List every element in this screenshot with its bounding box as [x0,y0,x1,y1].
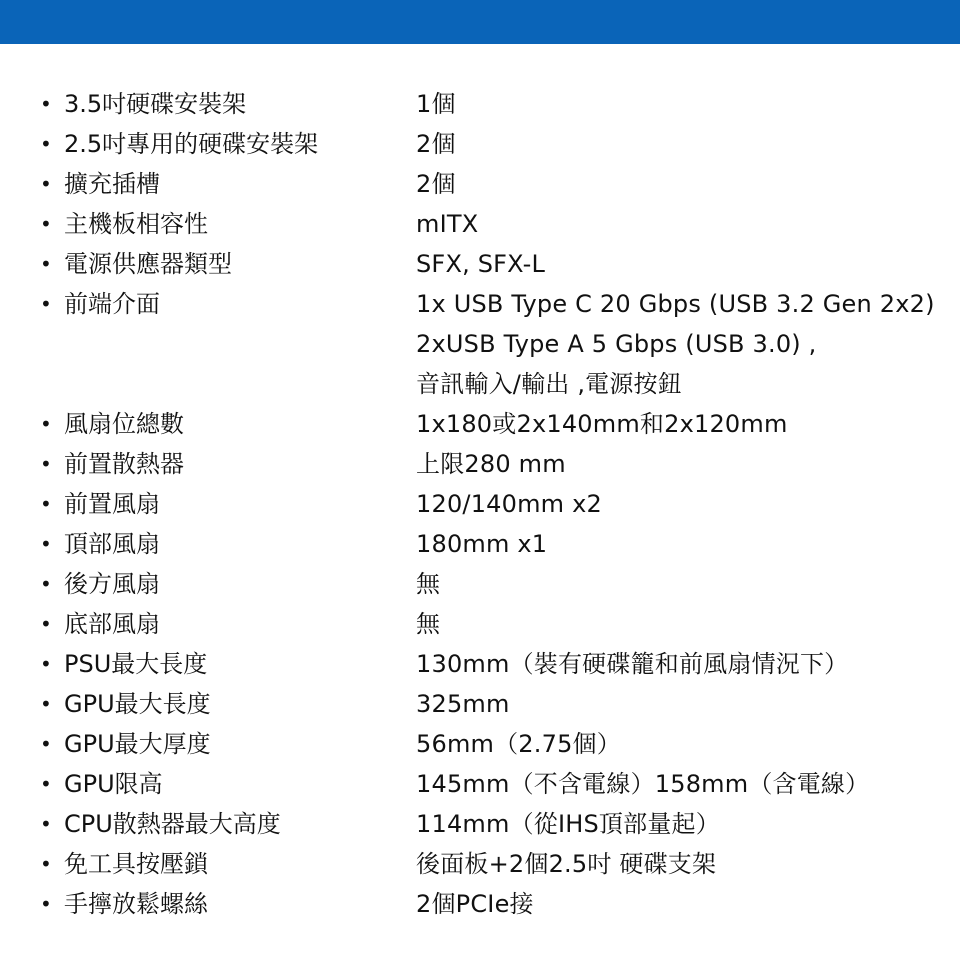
bullet-icon: • [40,892,52,916]
spec-row [40,204,950,244]
bullet-icon: • [40,732,52,756]
spec-value: 120/140mm x2 [416,490,602,518]
spec-row [40,244,950,284]
spec-label: 前端介面 [64,290,160,318]
bullet-icon: • [40,252,52,276]
spec-key [40,244,416,284]
spec-key [40,724,416,764]
spec-row [40,564,950,604]
spec-value: 無 [416,610,441,638]
bullet-icon: • [40,772,52,796]
spec-values [416,284,950,404]
spec-row [40,804,950,844]
spec-key [40,284,416,324]
spec-label: GPU最大厚度 [64,730,211,758]
spec-value: 2xUSB Type A 5 Gbps (USB 3.0) , [416,330,817,358]
spec-values [416,404,950,444]
spec-row [40,164,950,204]
spec-values [416,444,950,484]
spec-value: 1x180或2x140mm和2x120mm [416,410,788,438]
spec-key [40,484,416,524]
spec-row [40,444,950,484]
spec-value: mITX [416,210,479,238]
spec-label: 風扇位總數 [64,410,184,438]
bullet-icon: • [40,812,52,836]
spec-value: 325mm [416,690,510,718]
bullet-icon: • [40,412,52,436]
spec-key [40,444,416,484]
bullet-icon: • [40,172,52,196]
spec-row [40,484,950,524]
spec-row [40,764,950,804]
spec-value: 145mm（不含電線）158mm（含電線） [416,770,870,798]
spec-value: 2個 [416,130,456,158]
spec-key [40,164,416,204]
spec-key [40,764,416,804]
spec-key [40,204,416,244]
bullet-icon: • [40,572,52,596]
bullet-icon: • [40,652,52,676]
spec-value: SFX, SFX-L [416,250,546,278]
spec-value: 2個 [416,170,456,198]
spec-label: 後方風扇 [64,570,160,598]
spec-row [40,604,950,644]
spec-label: 前置散熱器 [64,450,184,478]
spec-value: 56mm（2.75個） [416,730,621,758]
spec-values [416,204,950,244]
spec-label: 免工具按壓鎖 [64,850,208,878]
spec-value: 音訊輸入/輸出 ,電源按鈕 [416,370,682,398]
spec-values [416,124,950,164]
spec-values [416,644,950,684]
spec-values [416,884,950,924]
spec-value: 無 [416,570,441,598]
spec-label: 底部風扇 [64,610,160,638]
spec-value: 後面板+2個2.5吋 硬碟支架 [416,850,717,878]
spec-label: GPU最大長度 [64,690,211,718]
spec-key [40,684,416,724]
spec-label: 頂部風扇 [64,530,160,558]
spec-values [416,524,950,564]
spec-row [40,524,950,564]
spec-values [416,484,950,524]
spec-values [416,164,950,204]
spec-row [40,284,950,404]
spec-key [40,844,416,884]
spec-value: 1x USB Type C 20 Gbps (USB 3.2 Gen 2x2) [416,290,935,318]
bullet-icon: • [40,292,52,316]
spec-key [40,604,416,644]
spec-key [40,404,416,444]
bullet-icon: • [40,532,52,556]
spec-key [40,804,416,844]
bullet-icon: • [40,492,52,516]
spec-value: 130mm（裝有硬碟籠和前風扇情況下） [416,650,849,678]
spec-value: 上限280 mm [416,450,566,478]
bullet-icon: • [40,212,52,236]
spec-row [40,84,950,124]
spec-value: 180mm x1 [416,530,548,558]
spec-key [40,884,416,924]
spec-value: 114mm（從IHS頂部量起） [416,810,720,838]
spec-value: 1個 [416,90,456,118]
bullet-icon: • [40,132,52,156]
spec-row [40,644,950,684]
spec-row [40,124,950,164]
spec-values [416,244,950,284]
spec-values [416,844,950,884]
bullet-icon: • [40,452,52,476]
spec-label: 2.5吋專用的硬碟安裝架 [64,130,319,158]
spec-values [416,604,950,644]
spec-label: GPU限高 [64,770,163,798]
spec-values [416,684,950,724]
spec-values [416,804,950,844]
spec-value: 2個PCIe接 [416,890,534,918]
bullet-icon: • [40,92,52,116]
spec-row [40,684,950,724]
spec-values [416,84,950,124]
spec-key [40,644,416,684]
spec-values [416,724,950,764]
spec-list [40,84,950,924]
spec-values [416,564,950,604]
header-bar [0,0,960,44]
spec-values [416,764,950,804]
spec-row [40,724,950,764]
bullet-icon: • [40,692,52,716]
spec-label: 手擰放鬆螺絲 [64,890,208,918]
bullet-icon: • [40,852,52,876]
spec-label: 擴充插槽 [64,170,160,198]
spec-label: CPU散熱器最大高度 [64,810,281,838]
spec-label: 電源供應器類型 [64,250,232,278]
spec-key [40,124,416,164]
spec-row [40,884,950,924]
bullet-icon: • [40,612,52,636]
spec-row [40,844,950,884]
spec-key [40,524,416,564]
spec-label: PSU最大長度 [64,650,208,678]
spec-label: 主機板相容性 [64,210,208,238]
spec-label: 前置風扇 [64,490,160,518]
spec-key [40,84,416,124]
spec-row [40,404,950,444]
spec-label: 3.5吋硬碟安裝架 [64,90,247,118]
spec-key [40,564,416,604]
